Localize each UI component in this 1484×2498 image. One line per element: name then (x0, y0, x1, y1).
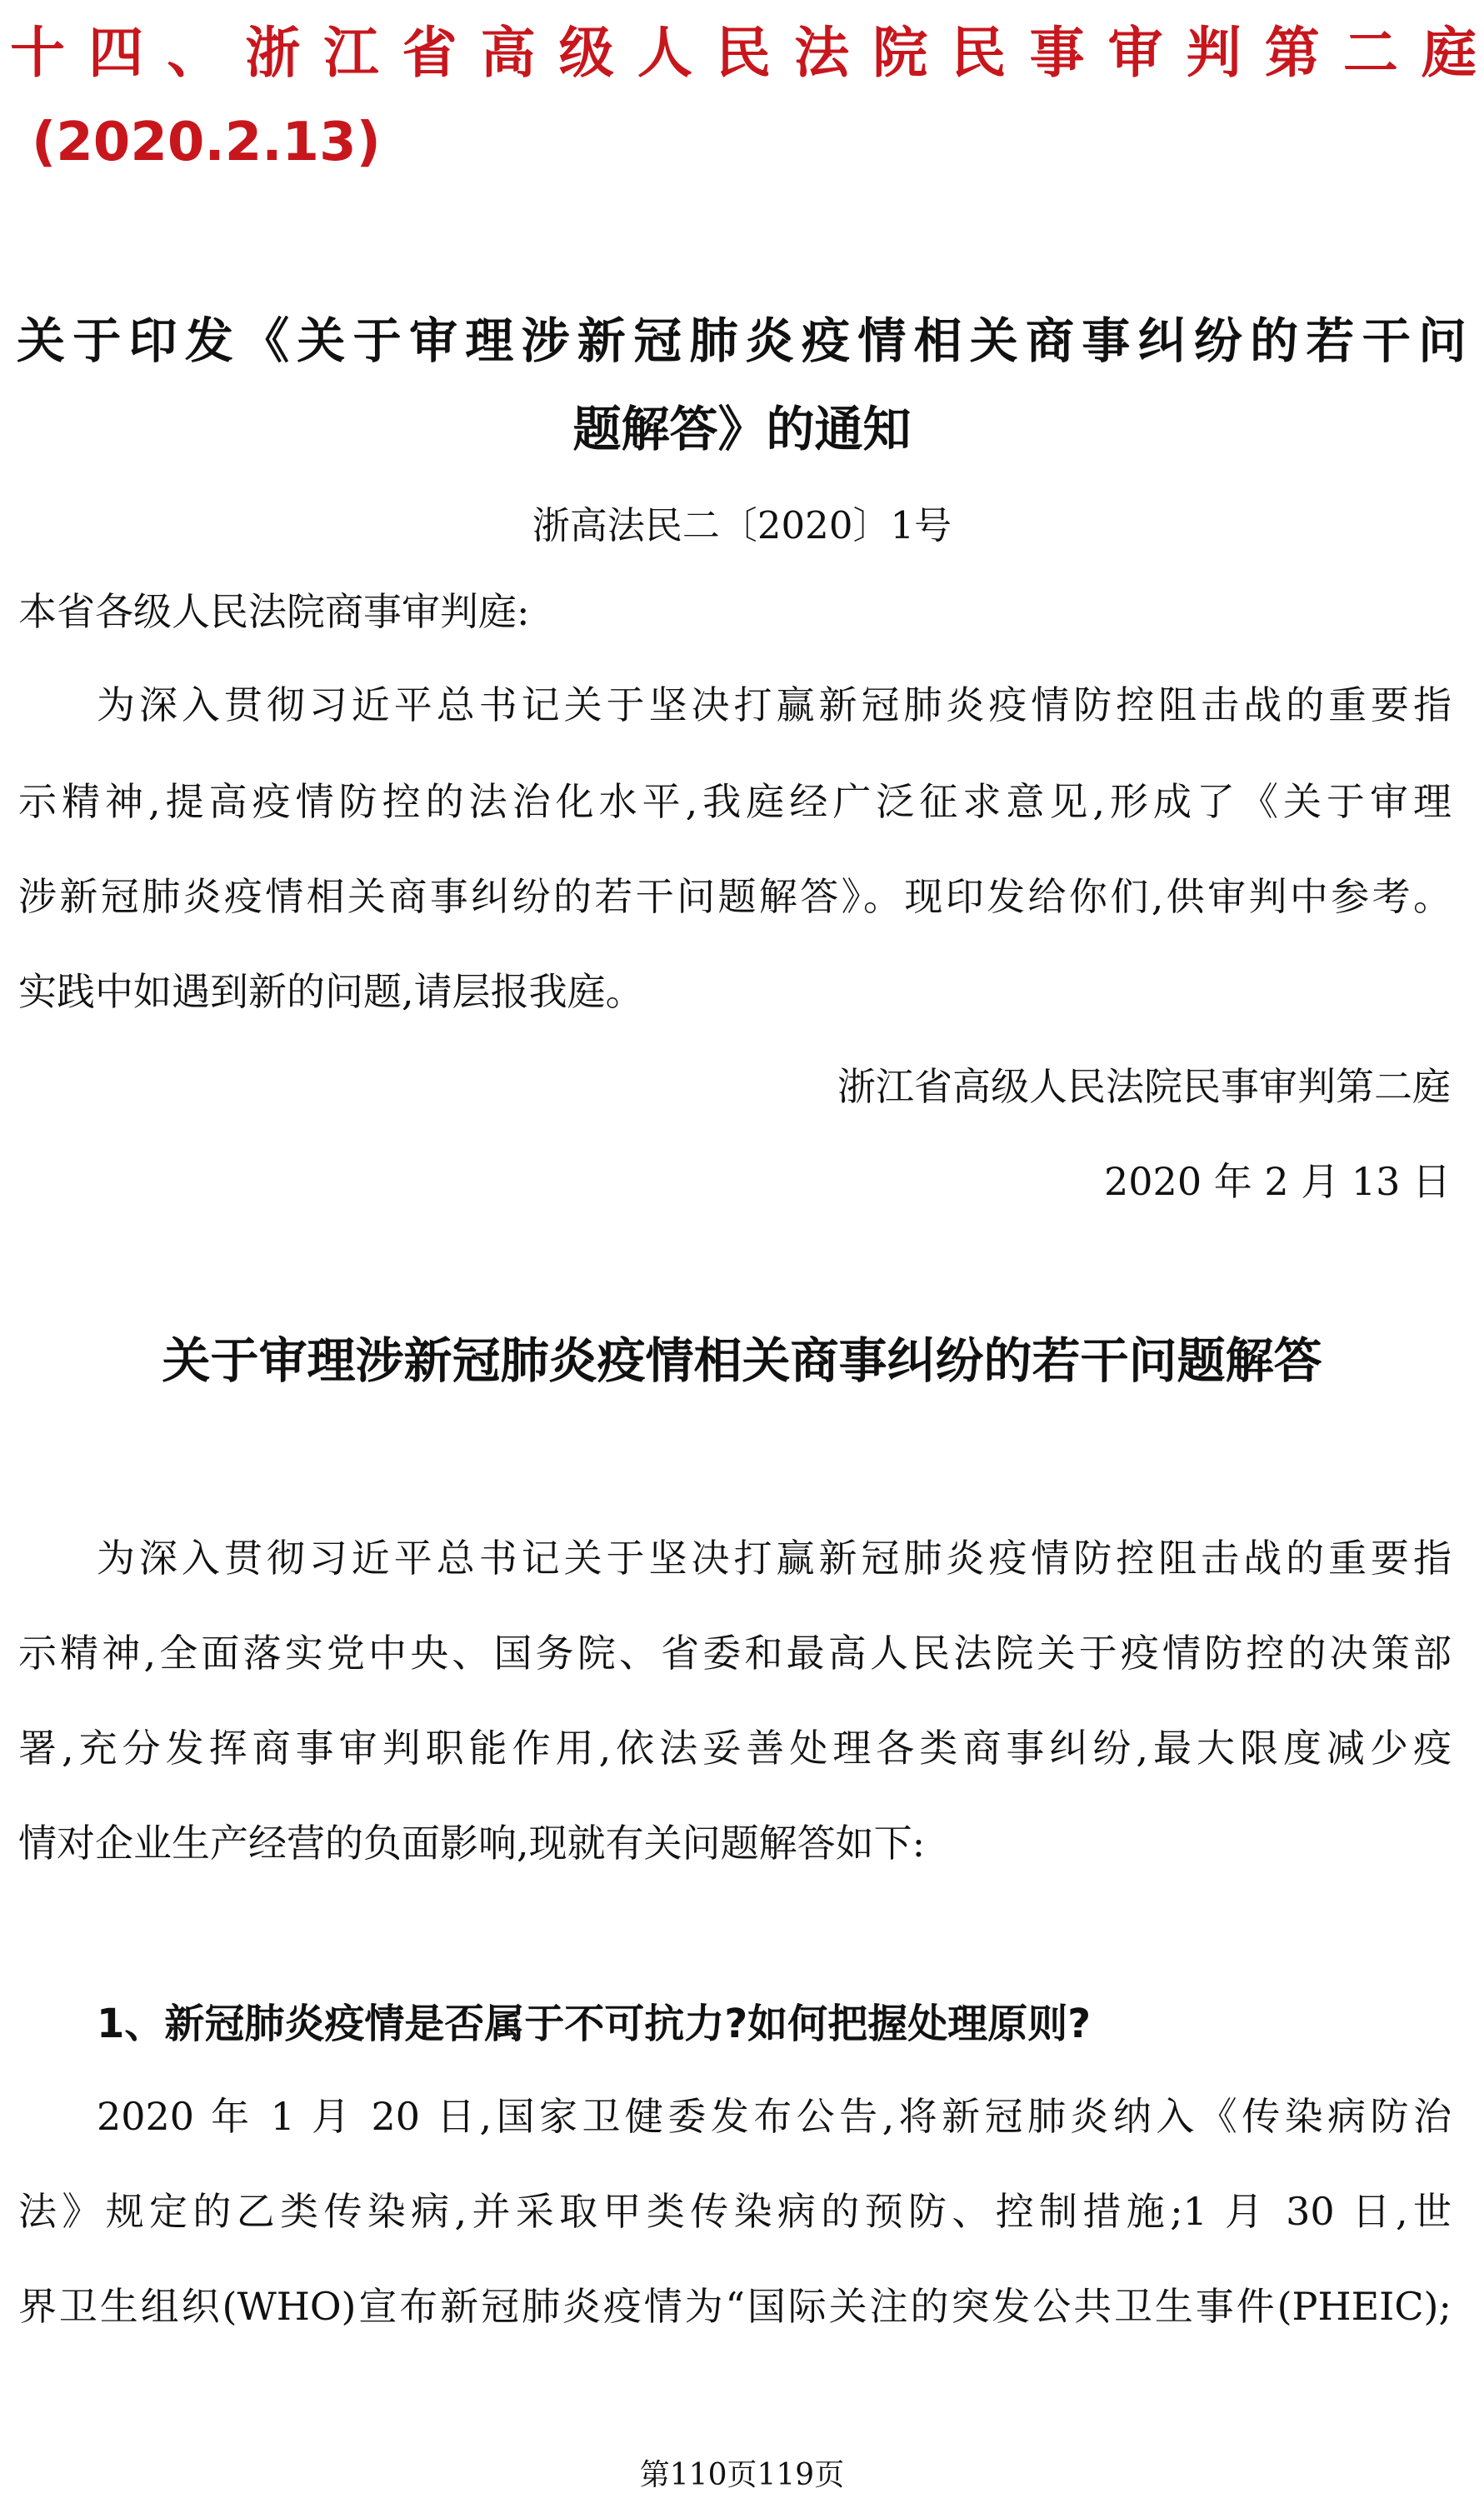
page-number: 第110页119页 (639, 2458, 845, 2492)
notice-paragraph-line: 涉新冠肺炎疫情相关商事纠纷的若干问题解答》。现印发给你们,供审判中参考。 (18, 874, 1452, 919)
section-heading-date: (2020.2.13) (32, 112, 381, 173)
signature: 浙江省高级人民法院民事审判第二庭 (837, 1064, 1451, 1109)
intro-paragraph-line: 署,充分发挥商事审判职能作用,依法妥善处理各类商事纠纷,最大限度减少疫 (18, 1726, 1452, 1771)
notice-paragraph-line: 实践中如遇到新的问题,请层报我庭。 (18, 969, 644, 1014)
question-1-heading: 1、新冠肺炎疫情是否属于不可抗力?如何把握处理原则? (97, 2001, 1092, 2047)
intro-paragraph-line: 情对企业生产经营的负面影响,现就有关问题解答如下: (18, 1821, 926, 1866)
notice-paragraph-line: 为深入贯彻习近平总书记关于坚决打赢新冠肺炎疫情防控阻击战的重要指 (97, 682, 1452, 727)
intro-paragraph-line: 示精神,全面落实党中央、国务院、省委和最高人民法院关于疫情防控的决策部 (18, 1631, 1452, 1676)
answer-1-line: 法》规定的乙类传染病,并采取甲类传染病的预防、控制措施;1 月 30 日,世 (18, 2189, 1452, 2234)
notice-title-line-2: 题解答》的通知 (572, 401, 912, 457)
section-heading: 十四、浙江省高级人民法院民事审判第二庭 (10, 21, 1477, 85)
notice-paragraph-line: 示精神,提高疫情防控的法治化水平,我庭经广泛征求意见,形成了《关于审理 (18, 779, 1452, 824)
signature-date: 2020 年 2 月 13 日 (1104, 1159, 1451, 1204)
intro-paragraph-line: 为深入贯彻习近平总书记关于坚决打赢新冠肺炎疫情防控阻击战的重要指 (97, 1536, 1452, 1581)
answer-1-line: 界卫生组织(WHO)宣布新冠肺炎疫情为“国际关注的突发公共卫生事件(PHEIC); (18, 2284, 1452, 2329)
addressee: 本省各级人民法院商事审判庭: (18, 589, 530, 634)
answer-1-line: 2020 年 1 月 20 日,国家卫健委发布公告,将新冠肺炎纳入《传染病防治 (97, 2094, 1452, 2139)
notice-title-line-1: 关于印发《关于审理涉新冠肺炎疫情相关商事纠纷的若干问 (17, 312, 1467, 369)
answers-title: 关于审理涉新冠肺炎疫情相关商事纠纷的若干问题解答 (162, 1332, 1322, 1389)
document-number: 浙高法民二〔2020〕1号 (532, 503, 952, 547)
